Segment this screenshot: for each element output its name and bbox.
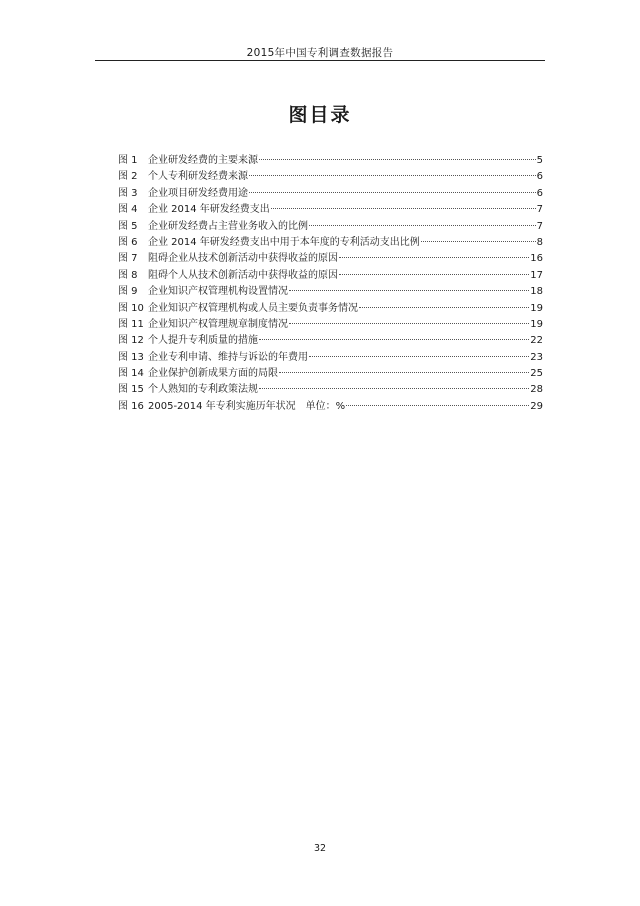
page-ref: 22: [530, 335, 543, 347]
page-ref: 19: [530, 302, 543, 314]
dot-leader: [249, 175, 536, 176]
toc-entry[interactable]: [118, 268, 543, 284]
page-ref: 23: [530, 351, 543, 363]
page-ref: 25: [530, 368, 543, 380]
figure-title: 2005-2014 年专利实施历年状况 单位：%: [148, 400, 346, 412]
dot-leader: [259, 388, 529, 389]
figure-title: 企业知识产权管理机构设置情况: [148, 286, 288, 298]
dot-leader: [259, 159, 536, 160]
dot-leader: [309, 225, 536, 226]
figure-label: 图 4: [118, 204, 138, 216]
figure-label: 图 15: [118, 384, 144, 396]
figure-label: 图 11: [118, 318, 144, 330]
figure-label: 图 5: [118, 220, 138, 232]
dot-leader: [249, 192, 536, 193]
figure-label: 图 13: [118, 351, 144, 363]
running-header: 2015年中国专利调查数据报告: [246, 47, 394, 59]
figure-label: 图 7: [118, 253, 138, 265]
toc-entry[interactable]: [118, 382, 543, 398]
toc-entry[interactable]: [118, 366, 543, 382]
toc-entry[interactable]: [118, 219, 543, 235]
figure-title: 企业知识产权管理规章制度情况: [148, 318, 288, 330]
toc-entry[interactable]: [118, 186, 543, 202]
figure-title: 企业知识产权管理机构或人员主要负责事务情况: [148, 302, 358, 314]
figure-title: 个人专利研发经费来源: [148, 171, 248, 183]
toc-entry[interactable]: [118, 251, 543, 267]
figure-label: 图 16: [118, 400, 144, 412]
toc-entry[interactable]: [118, 235, 543, 251]
page-ref: 28: [530, 384, 543, 396]
page-ref: 7: [536, 220, 543, 232]
toc-entry[interactable]: [118, 317, 543, 333]
dot-leader: [309, 356, 529, 357]
toc-entry[interactable]: [118, 301, 543, 317]
page-ref: 6: [536, 187, 543, 199]
figure-label: 图 1: [118, 155, 138, 166]
figure-title: 阻碍企业从技术创新活动中获得收益的原因: [148, 253, 338, 265]
page-ref: 8: [536, 236, 543, 248]
dot-leader: [339, 274, 529, 275]
figure-title: 企业 2014 年研发经费支出: [148, 204, 270, 216]
dot-leader: [339, 257, 529, 258]
figure-label: 图 12: [118, 335, 144, 347]
page-ref: 7: [536, 204, 543, 216]
dot-leader: [279, 372, 529, 373]
toc-entry[interactable]: [118, 284, 543, 300]
dot-leader: [289, 323, 529, 324]
figure-title: 个人熟知的专利政策法规: [148, 384, 258, 396]
dot-leader: [421, 241, 536, 242]
toc-entry[interactable]: [118, 350, 543, 366]
toc-entry[interactable]: [118, 153, 543, 169]
dot-leader: [289, 290, 529, 291]
dot-leader: [259, 339, 529, 340]
page-ref: 18: [530, 286, 543, 298]
figure-title: 企业研发经费占主营业务收入的比例: [148, 220, 308, 232]
figure-title: 企业研发经费的主要来源: [148, 155, 258, 166]
toc-entry[interactable]: [118, 333, 543, 349]
page-number: 32: [313, 843, 327, 854]
figure-title: 企业 2014 年研发经费支出中用于本年度的专利活动支出比例: [148, 236, 420, 248]
figure-title: 企业项目研发经费用途: [148, 187, 248, 199]
dot-leader: [359, 307, 529, 308]
figure-label: 图 10: [118, 302, 144, 314]
page-ref: 5: [536, 155, 543, 166]
toc-entry[interactable]: [118, 399, 543, 415]
figure-label: 图 2: [118, 171, 138, 183]
dot-leader: [271, 208, 536, 209]
page-title: 图目录: [288, 104, 352, 126]
figure-label: 图 9: [118, 286, 138, 298]
dot-leader: [346, 405, 529, 406]
figure-label: 图 8: [118, 269, 138, 281]
figure-list: [118, 153, 543, 415]
page-ref: 29: [530, 400, 543, 412]
figure-label: 图 6: [118, 236, 138, 248]
figure-title: 企业专利申请、维持与诉讼的年费用: [148, 351, 308, 363]
figure-title: 个人提升专利质量的措施: [148, 335, 258, 347]
figure-label: 图 3: [118, 187, 138, 199]
page-ref: 17: [530, 269, 543, 281]
page-ref: 6: [536, 171, 543, 183]
page-ref: 19: [530, 318, 543, 330]
figure-title: 企业保护创新成果方面的局限: [148, 368, 278, 380]
figure-title: 阻碍个人从技术创新活动中获得收益的原因: [148, 269, 338, 281]
toc-entry[interactable]: [118, 202, 543, 218]
figure-label: 图 14: [118, 368, 144, 380]
header-rule: [95, 60, 545, 61]
page-ref: 16: [530, 253, 543, 265]
toc-entry[interactable]: [118, 169, 543, 185]
